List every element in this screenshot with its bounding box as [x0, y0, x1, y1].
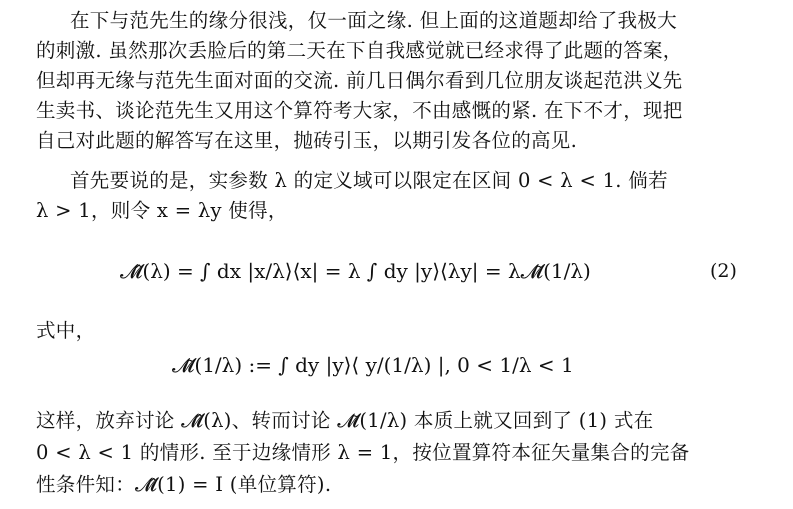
paragraph1-line2: 的刺激. 虽然那次丢脸后的第二天在下自我感觉就已经求得了此题的答案， — [36, 39, 683, 62]
equation-3: 𝓜̃(1/λ) := ∫ dy |y⟩⟨ y/(1/λ) |, 0 < 1/λ < 1 — [172, 353, 574, 377]
paragraph2-line1: 首先要说的是，实参数 λ 的定义域可以限定在区间 0 < λ < 1. 倘若 — [70, 169, 668, 192]
paragraph1-line5: 自己对此题的解答写在这里，抛砖引玉，以期引发各位的高见. — [36, 129, 578, 152]
paragraph1-line3: 但却再无缘与范先生面对面的交流. 前几日偶尔看到几位朋友谈起范洪义先 — [36, 69, 683, 92]
paragraph3-line2: 0 < λ < 1 的情形. 至于边缘情形 λ = 1，按位置算符本征矢量集合的完备 — [36, 441, 690, 464]
where-label: 式中， — [36, 319, 96, 342]
equation-2-number: (2) — [710, 260, 737, 282]
equation-2: 𝓜̂(λ) = ∫ dx |x/λ⟩⟨x| = λ ∫ dy |y⟩⟨λy| = λ𝓜̃(1/λ) — [120, 259, 591, 283]
paragraph3-line3: 性条件知：𝓜̂(1) = I (单位算符). — [36, 473, 332, 496]
paragraph1-line1: 在下与范先生的缘分很浅，仅一面之缘. 但上面的这道题却给了我极大 — [70, 9, 677, 32]
paragraph1-line4: 生卖书、谈论范先生又用这个算符考大家，不由感慨的紧. 在下不才，现把 — [36, 99, 683, 122]
paragraph2-line2: λ > 1，则令 x = λy 使得， — [36, 199, 288, 222]
paragraph3-line1: 这样，放弃讨论 𝓜̂(λ)、转而讨论 𝓜̃(1/λ) 本质上就又回到了 (1) 式在 — [36, 409, 654, 432]
